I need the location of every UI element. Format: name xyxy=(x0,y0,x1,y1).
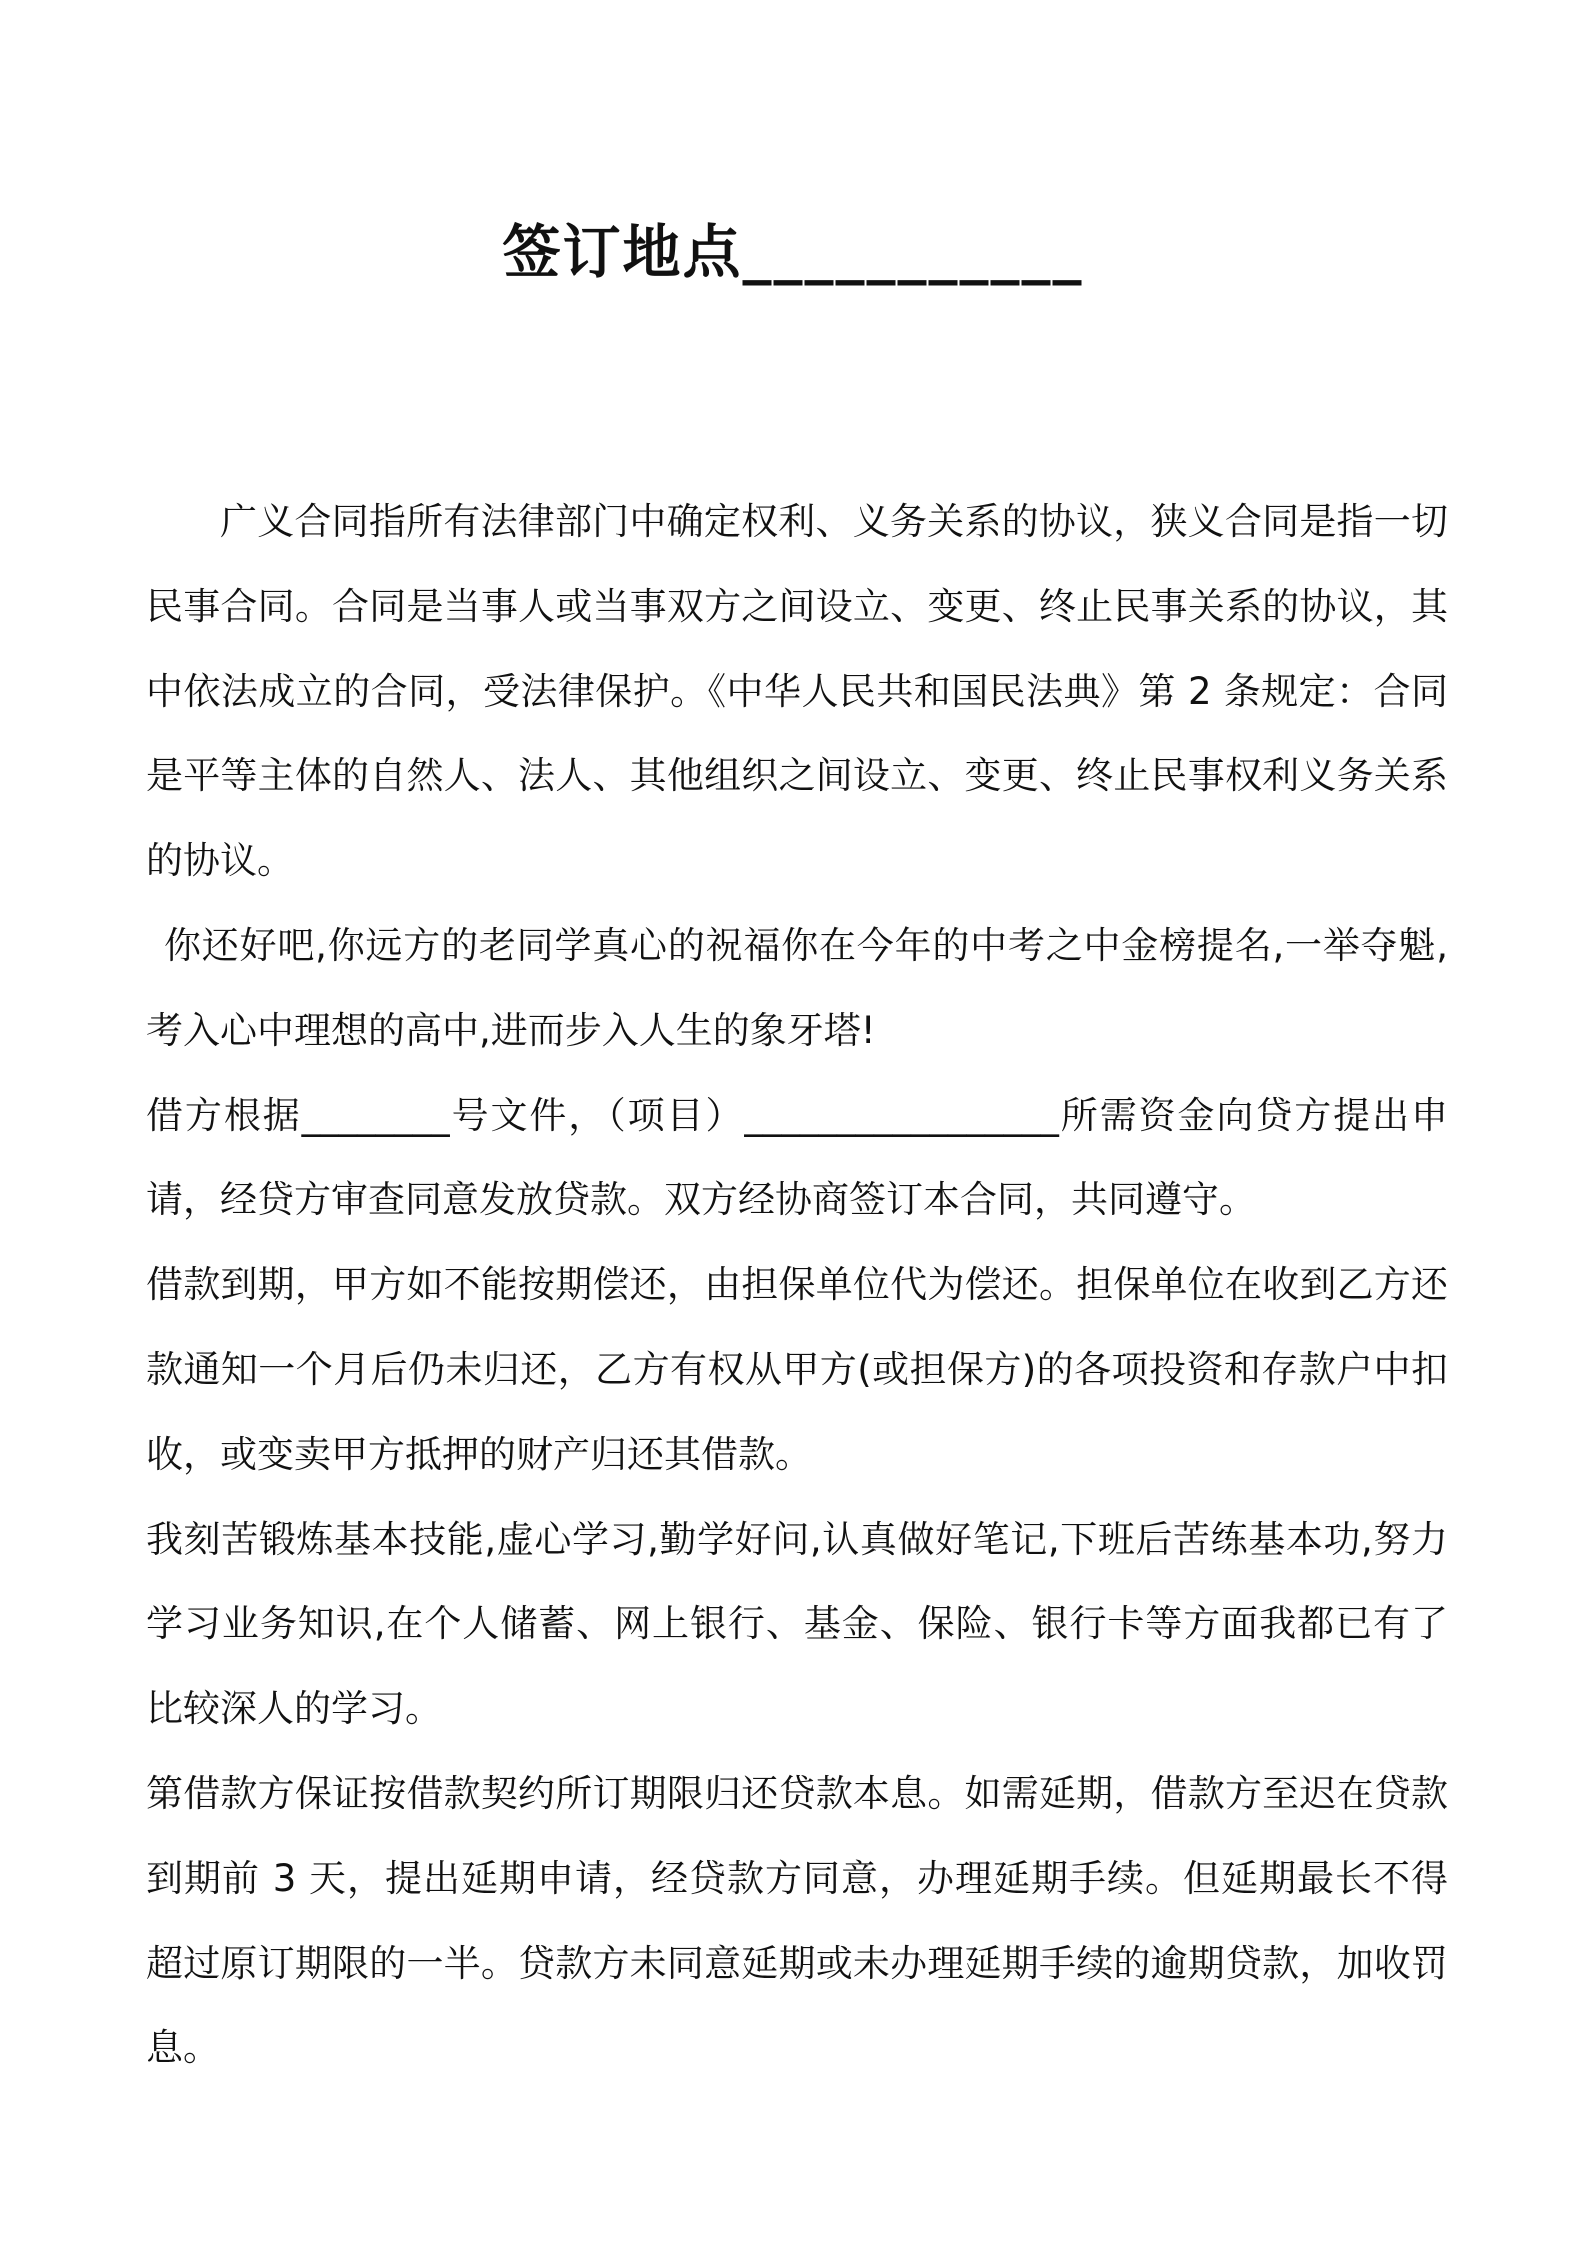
paragraph-greeting: 你还好吧,你远方的老同学真心的祝福你在今年的中考之中金榜提名,一举夺魁,考入心中理想的高中,进而步入人生的象牙塔! xyxy=(146,923,1448,1052)
paragraph-self-study: 我刻苦锻炼基本技能,虚心学习,勤学好问,认真做好笔记,下班后苦练基本功,努力学习业务知识,在个人储蓄、网上银行、基金、保险、银行卡等方面我都已有了比较深人的学习。 xyxy=(146,1517,1448,1731)
document-title: 签订地点___________ xyxy=(502,218,1084,286)
paragraph-repayment-extension: 第借款方保证按借款契约所订期限归还贷款本息。如需延期，借款方至迟在贷款到期前 3 天，提出延期申请，经贷款方同意，办理延期手续。但延期最长不得超过原订期限的一半。贷款方未同意延期或未办理延期手续的逾期贷款，加收罚息。 xyxy=(146,1771,1448,2070)
paragraph-loan-application: 借方根据________号文件，（项目）_________________所需资金向贷方提出申请，经贷方审查同意发放贷款。双方经协商签订本合同，共同遵守。 xyxy=(146,1093,1448,1222)
document-body xyxy=(146,480,1448,2091)
paragraph-contract-definition: 广义合同指所有法律部门中确定权利、义务关系的协议，狭义合同是指一切民事合同。合同是当事人或当事双方之间设立、变更、终止民事关系的协议，其中依法成立的合同，受法律保护。《中华人民共和国民法典》第 2 条规定：合同是平等主体的自然人、法人、其他组织之间设立、变更、终止民事权利义务关系的协议。 xyxy=(146,500,1448,883)
paragraph-loan-maturity: 借款到期，甲方如不能按期偿还，由担保单位代为偿还。担保单位在收到乙方还款通知一个月后仍未归还，乙方有权从甲方(或担保方)的各项投资和存款户中扣收，或变卖甲方抵押的财产归还其借款。 xyxy=(146,1263,1448,1476)
